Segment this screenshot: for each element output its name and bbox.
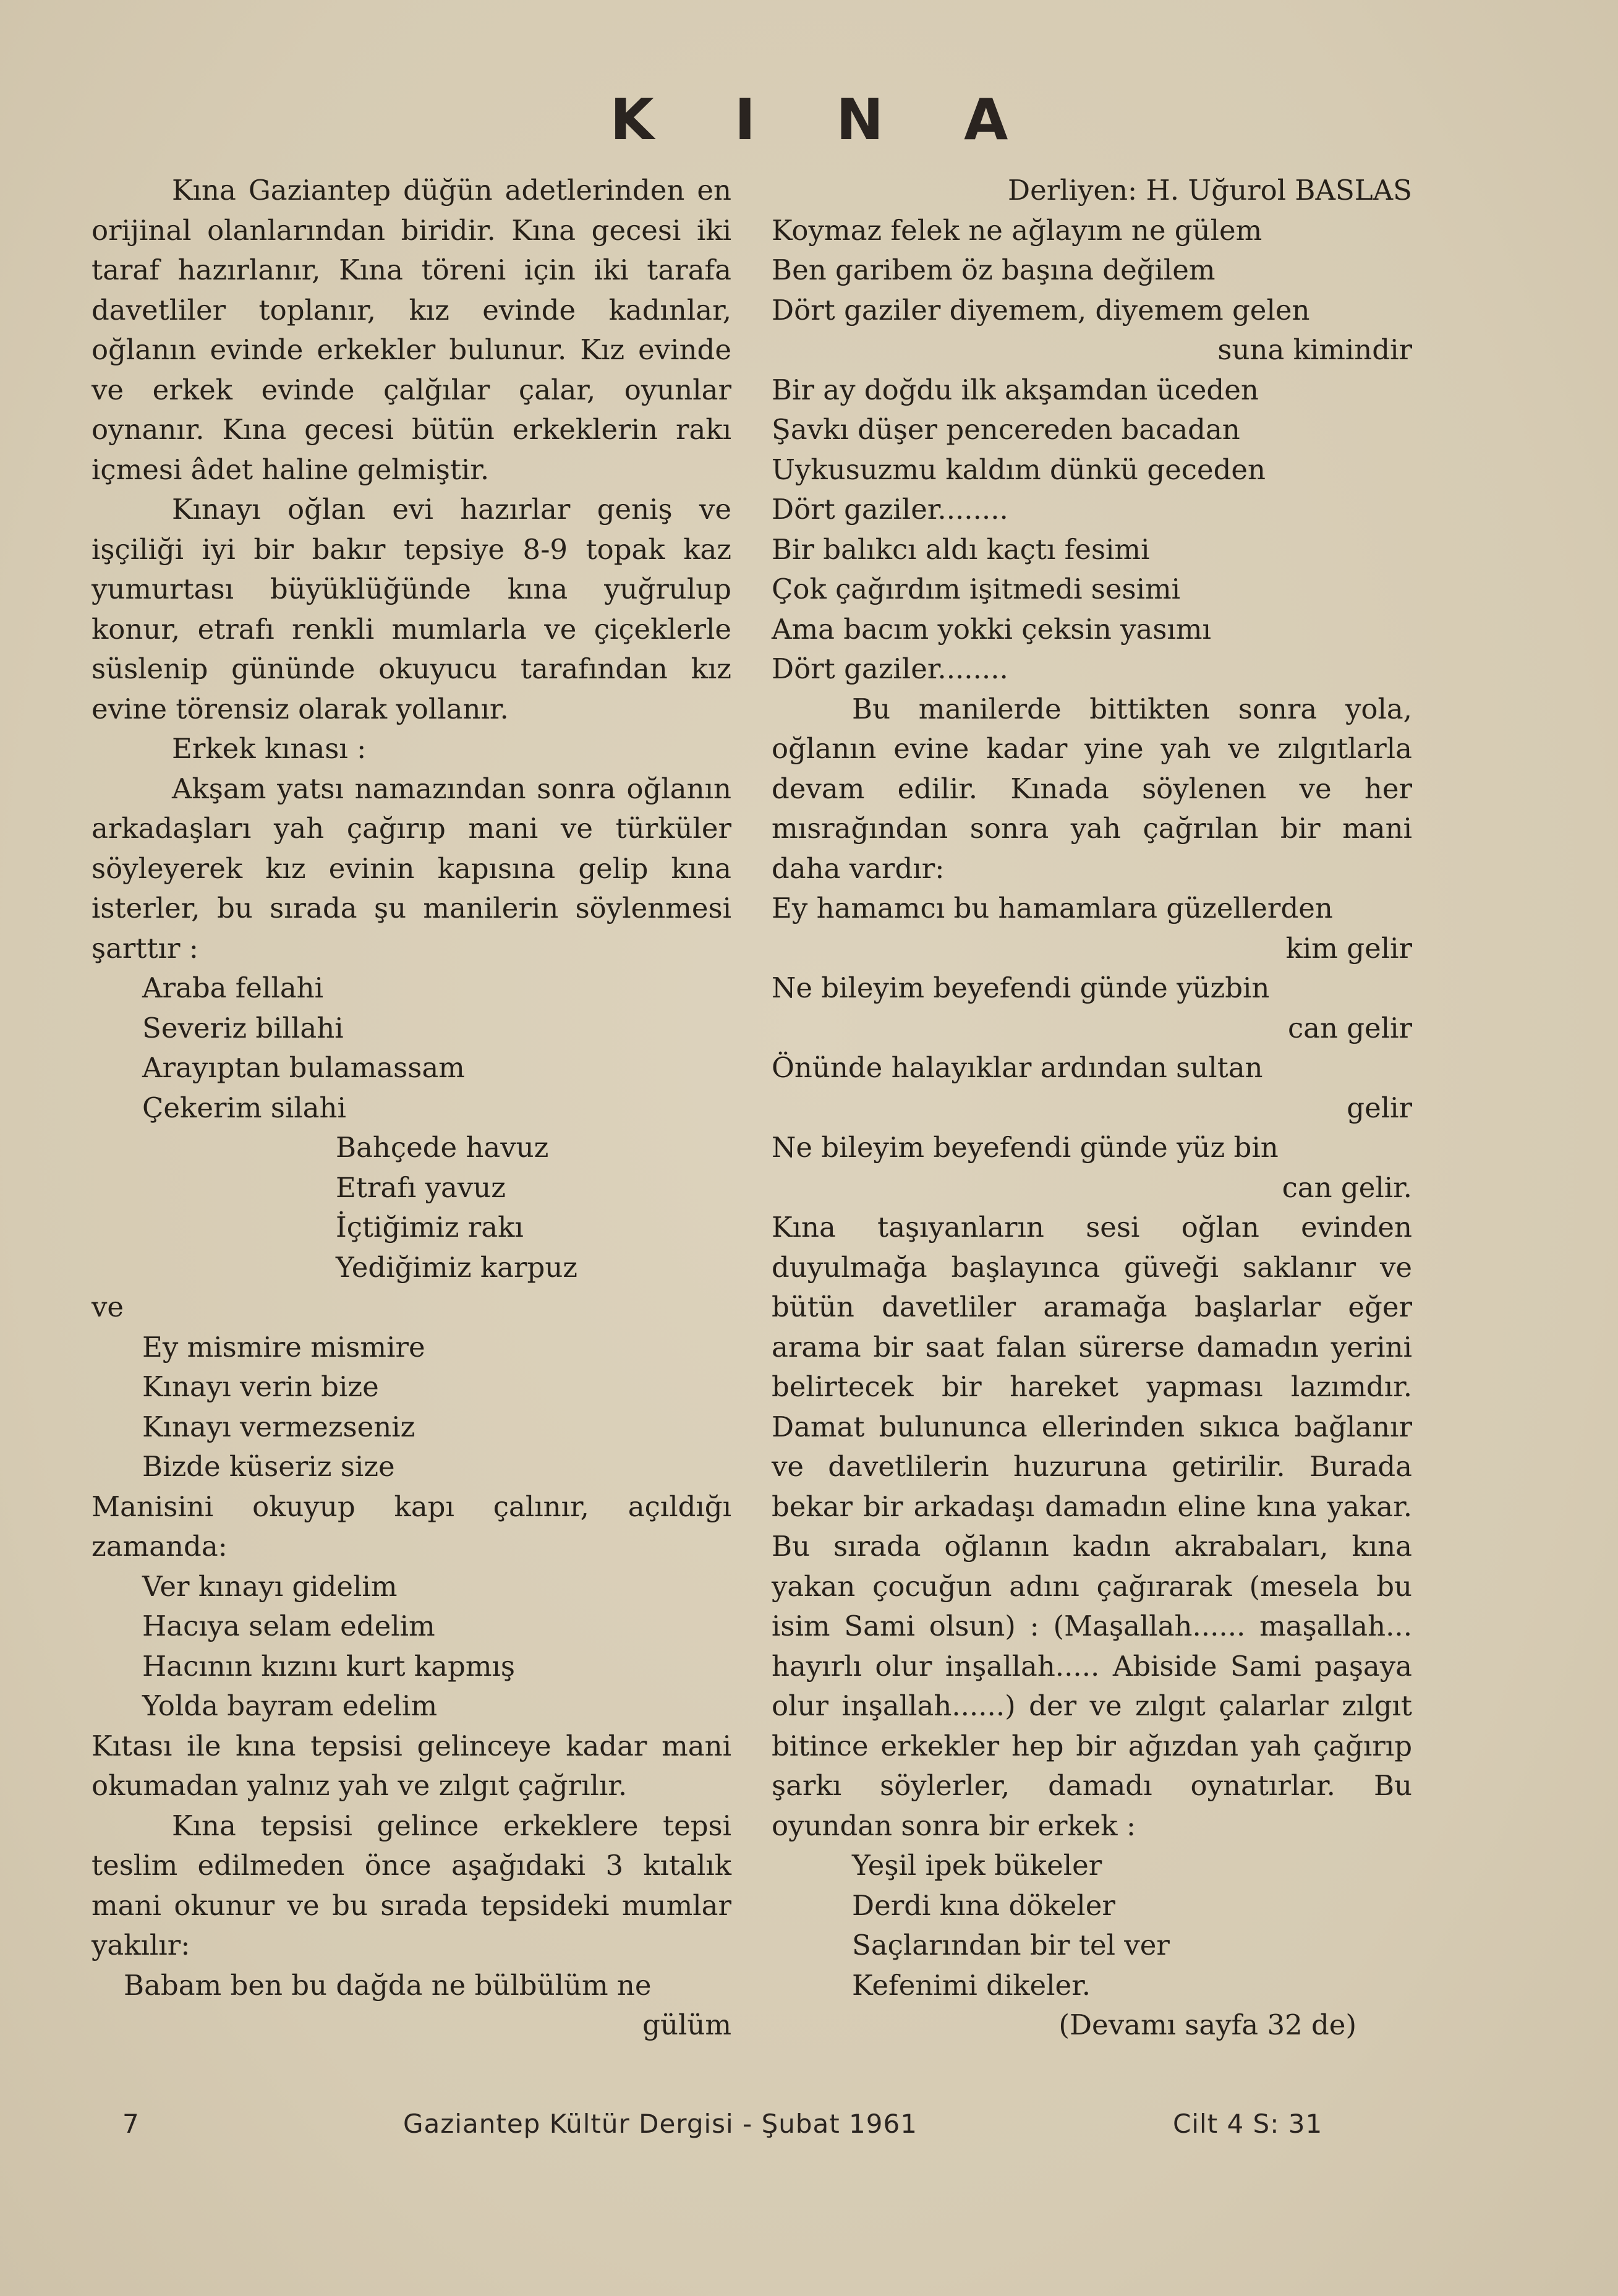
author-byline: Derliyen: H. Uğurol BASLAS [1008, 174, 1412, 207]
paragraph: Kına taşıyanların sesi oğlan evinden duyulmağa başlayınca güveği saklanır ve bütün davetliler aramağa başlarlar eğer arama bir saat falan sürerse damadın yerini belirtecek bir hareket yapması lazımdır. Damat bulununca ellerinden sıkıca bağlanır ve davetlilerin huzuruna getirilir. Burada bekar bir arkadaşı damadın eline kına yakar. Bu sırada oğlanın kadın akrabaları, kına yakan çocuğun adını çağırarak (mesela bu isim Sami olsun) : (Maşallah...... maşallah... hayırlı olur inşallah..... Abiside Sami paşaya olur inşallah......) der ve zılgıt çalarlar zılgıt bitince erkekler hep bir ağızdan yah çağırıp şarkı söylerler, damadı oynatırlar. Bu oyundan sonra bir erkek : [772, 1211, 1412, 1842]
verse-line: gelir [1347, 1091, 1412, 1124]
paragraph: Kına Gaziantep düğün adetlerinden en orijinal olanlarından biridir. Kına gecesi iki taraf hazırlanır, Kına töreni için iki tarafa davetliler toplanır, kız evinde kadınlar, oğlanın evinde erkekler bulunur. Kız evinde ve erkek evinde çalğılar çalar, oyunlar oynanır. Kına gecesi bütün erkeklerin rakı içmesi âdet haline gelmiştir. [92, 174, 731, 486]
page-title: KINA [610, 87, 1089, 153]
volume-issue: Cilt 4 S: 31 [1173, 2109, 1323, 2139]
paragraph: Kıtası ile kına tepsisi gelinceye kadar mani okumadan yalnız yah ve zılgıt çağrılır. [92, 1729, 731, 1802]
verse-line: Önünde halayıklar ardından sultan [772, 1051, 1263, 1084]
paragraph: Akşam yatsı namazından sonra oğlanın arkadaşları yah çağırıp mani ve türküler söyleyerek kız evinin kapısına gelip kına isterler, bu sırada şu manilerin söylenmesi şarttır : [92, 772, 731, 965]
connector-text: ve [92, 1291, 124, 1323]
verse-line: Kınayı verin bize [142, 1370, 379, 1403]
verse-line: Bir ay doğdu ilk akşamdan üceden [772, 373, 1259, 406]
verse-line: Dört gaziler........ [772, 652, 1008, 685]
page-number: 7 [122, 2109, 139, 2139]
verse-line: Ver kınayı gidelim [142, 1569, 398, 1603]
verse-line: Derdi kına dökeler [852, 1888, 1115, 1922]
verse-line: Bir balıkcı aldı kaçtı fesimi [772, 532, 1150, 566]
continuation-note: (Devamı sayfa 32 de) [1058, 2008, 1356, 2041]
verse-line: Araba fellahi [142, 971, 324, 1004]
verse-line: Kınayı vermezseniz [142, 1410, 415, 1443]
verse-line: Yeşil ipek bükeler [852, 1849, 1102, 1882]
left-column [92, 171, 731, 2046]
verse-line: Yediğimiz karpuz [336, 1250, 578, 1284]
verse-line: Ey hamamcı bu hamamlara güzellerden [772, 892, 1333, 924]
verse-line: Yolda bayram edelim [142, 1689, 438, 1722]
verse-line: Bizde küseriz size [142, 1450, 395, 1483]
verse-line: gülüm [642, 2008, 731, 2041]
verse-line: kim gelir [1285, 931, 1412, 965]
verse-line: Çok çağırdım işitmedi sesimi [772, 573, 1181, 605]
verse-line: Arayıptan bulamassam [142, 1051, 465, 1084]
verse-line: Hacının kızını kurt kapmış [142, 1649, 515, 1683]
verse-line: Ne bileyim beyefendi günde yüz bin [772, 1131, 1279, 1164]
verse-line: can gelir [1287, 1011, 1412, 1044]
verse-line: Çekerim silahi [142, 1091, 346, 1124]
verse-line: Dört gaziler diyemem, diyemem gelen [772, 293, 1310, 326]
verse-line: can gelir. [1282, 1171, 1412, 1204]
verse-line: Ama bacım yokki çeksin yasımı [772, 612, 1211, 646]
verse-line: suna kimindir [1217, 333, 1412, 366]
verse-line: Şavkı düşer pencereden bacadan [772, 413, 1240, 446]
verse-line: İçtiğimiz rakı [336, 1211, 524, 1244]
verse-line: Kefenimi dikeler. [852, 1968, 1091, 2002]
verse-line: Bahçede havuz [336, 1131, 549, 1164]
verse-line: Saçlarından bir tel ver [852, 1929, 1170, 1961]
verse-line: Babam ben bu dağda ne bülbülüm ne [124, 1968, 652, 2002]
verse-line: Koymaz felek ne ağlayım ne gülem [772, 213, 1262, 247]
section-heading: Erkek kınası : [172, 732, 367, 765]
verse-line: Ne bileyim beyefendi günde yüzbin [772, 971, 1270, 1004]
verse-line: Ey mismire mismire [142, 1330, 425, 1364]
paragraph: Kına tepsisi gelince erkeklere tepsi teslim edilmeden önce aşağıdaki 3 kıtalık mani okunur ve bu sırada tepsideki mumlar yakılır: [92, 1809, 731, 1961]
verse-line: Hacıya selam edelim [142, 1610, 435, 1642]
paragraph: Kınayı oğlan evi hazırlar geniş ve işçiliği iyi bir bakır tepsiye 8-9 topak kaz yumurtası büyüklüğünde kına yuğrulup konur, etrafı renkli mumlarla ve çiçeklerle süslenip gününde okuyucu tarafından kız evine törensiz olarak yollanır. [92, 493, 731, 725]
paragraph: Bu manilerde bittikten sonra yola, oğlanın evine kadar yine yah ve zılgıtlarla devam edilir. Kınada söylenen ve her mısrağından sonra yah çağrılan bir mani daha vardır: [772, 692, 1412, 885]
journal-name: Gaziantep Kültür Dergisi - Şubat 1961 [403, 2109, 918, 2139]
verse-line: Etrafı yavuz [336, 1171, 506, 1204]
right-column [772, 171, 1412, 2046]
verse-line: Uykusuzmu kaldım dünkü geceden [772, 453, 1266, 486]
paragraph: Manisini okuyup kapı çalınır, açıldığı zamanda: [92, 1490, 731, 1563]
verse-line: Ben garibem öz başına değilem [772, 254, 1216, 286]
verse-line: Dört gaziler........ [772, 493, 1008, 526]
verse-line: Severiz billahi [142, 1011, 344, 1044]
